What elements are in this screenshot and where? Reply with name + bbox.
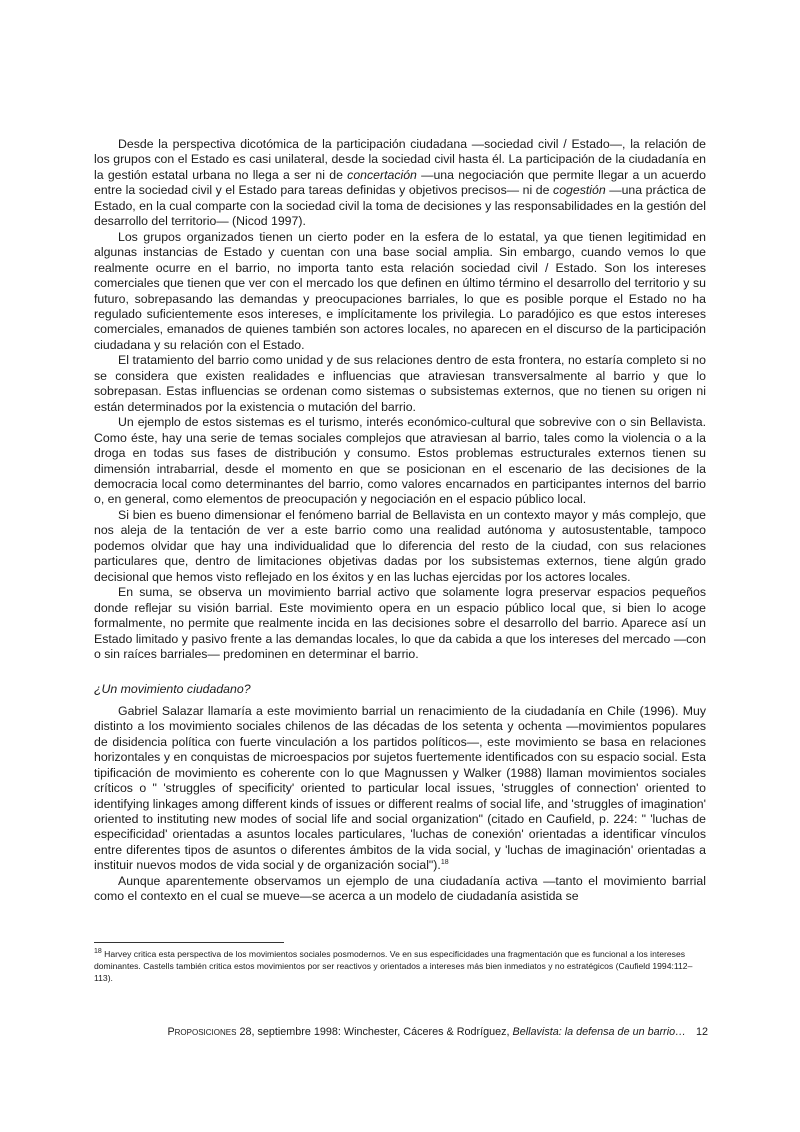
footer-title-b: la defensa de un barrio… [561,1026,686,1038]
paragraph [94,508,706,585]
paragraph-text: Los grupos organizados tienen un cierto poder en la esfera de lo estatal, ya que tienen legitimidad en algunas instancias de Estado y cuentan con una base social amplia. Sin embargo, cuando vemos lo que realmente ocurre en el barrio, no importa tanto esta relación sociedad civil / Estado. Son los intereses comerciales que tienen que ver con el mercado los que definen en último término el desarrollo del territorio y su futuro, sobrepasando las demandas y preocupaciones barriales, lo que es posible porque el Estado no ha regulado suficientemente esos intereses, e implícitamente los privilegia. Lo paradójico es que estos intereses comerciales, emanados de quienes también son actores locales, no aparecen en el discurso de la participación ciudadana y su relación con el Estado. [94,229,706,352]
paragraph [94,353,706,415]
page-footer [148,1025,708,1039]
paragraph [94,137,706,230]
section-heading: ¿Un movimiento ciudadano? [94,682,251,697]
paragraph [94,230,706,354]
paragraph-text: En suma, se observa un movimiento barrial activo que solamente logra preservar espacios pequeños donde reflejar su visión barrial. Este movimiento opera en un espacio público local que, si bien lo acoge formalmente, no permite que realmente incida en las decisiones sobre el desarrollo del barrio. Aparece así un Estado limitado y pasivo frente a las demandas locales, lo que da cabida a que los intereses del mercado —con o sin raíces barriales— predominen en determinar el barrio. [94,585,706,661]
paragraph-text: Si bien es bueno dimensionar el fenómeno barrial de Bellavista en un contexto mayor y más complejo, que nos aleja de la tentación de ver a este barrio como una realidad autónoma y autosustentable, tampoco podemos olvidar que hay una individualidad que lo diferencia del resto de la ciudad, con sus relaciones particulares que, dentro de limitaciones objetivas dadas por los subsistemas externos, tiene algún grado decisional que hemos visto reflejado en los éxitos y en las luchas ejercidas por los actores locales. [94,507,706,584]
page-number: 12 [695,1026,708,1038]
italic-term: cogestión [553,183,606,198]
paragraph-group-1 [94,137,706,662]
paragraph [94,585,706,662]
paragraph-text: Desde la perspectiva dicotómica de la participación ciudadana —sociedad civil / Estado—, la relación de los grupos con el Estado es casi unilateral, desde la sociedad civil hasta él. La participación de la ciudadanía en la gestión estatal urbana no llega a ser ni de [94,137,706,182]
footnote-number: 18 [94,948,102,956]
footer-title-a: Bellavista: [512,1026,562,1038]
paragraph-text: Un ejemplo de estos sistemas es el turismo, interés económico-cultural que sobrevive con o sin Bellavista. Como éste, hay una serie de temas sociales complejos que atraviesan al barrio, tales como la violencia o a la droga en todas sus fases de distribución y consumo. Estos problemas estructurales externos tienen su dimensión intrabarrial, desde el momento en que se posicionan en el escenario de las decisiones de la democracia local como determinantes del barrio, como valores encarnados en participantes internos del barrio o, en general, como elementos de preocupación y negociación en el espacio público local. [94,415,706,507]
body-text [94,137,706,905]
footer-issue: 28, septiembre 1998: Winchester, Cáceres & Rodríguez, [236,1026,513,1038]
footnote [94,948,706,984]
paragraph-text: El tratamiento del barrio como unidad y de sus relaciones dentro de esta frontera, no estaría completo si no se considera que existen realidades e influencias que atraviesan transversalmente al barrio y que lo sobrepasan. Estas influencias se ordenan como sistemas o subsistemas externos, que no tienen su origen ni están determinados por la existencia o mutación del barrio. [94,353,706,414]
footnote-text: Harvey critica esta perspectiva de los movimientos sociales posmodernos. Ve en sus especificidades una fragmentación que es funcional a los intereses dominantes. Castells también critica estos movimientos por ser reactivos y orientados a intereses más bien inmediatos y no estratégicos (Caufield 1994:112–113). [94,949,693,983]
paragraph [94,874,706,905]
paragraph [94,415,706,508]
paragraph-text: —una práctica de Estado, en la cual comparte con la sociedad civil la toma de decisiones y las responsabilidades en la gestión del desarrollo del territorio— (Nicod 1997). [94,183,706,229]
italic-term: concertación [347,167,417,182]
paragraph [94,704,706,874]
paragraph-text: —una negociación que permite llegar a un acuerdo entre la sociedad civil y el Estado para tareas definidas y objetivos precisos— ni de [94,167,706,198]
paragraph-group-2 [94,704,706,905]
footnote-rule [94,942,284,943]
footnote-marker: 18 [440,859,449,867]
paragraph-text: Gabriel Salazar llamaría a este movimiento barrial un renacimiento de la ciudadanía en Chile (1996). Muy distinto a los movimiento sociales chilenos de las décadas de los setenta y ochenta —movimientos populares de disidencia política con fuerte vinculación a los partidos políticos—, este movimiento se basa en relaciones horizontales y en conquistas de microespacios por sujetos fuertemente identificados con su espacio social. Esta tipificación de movimiento es coherente con lo que Magnussen y Walker (1988) llaman movimientos sociales críticos o " 'struggles of specificity' oriented to particular local issues, 'struggles of connection' oriented to identifying linkages among different kinds of issues or different realms of social life, and 'struggles of imagination' oriented to instituting new modes of social life and social organization" (citado en Caufield, p. 224: " 'luchas de especificidad' orientadas a asuntos locales particulares, 'luchas de conexión' orientadas a identificar vínculos entre diferentes tipos de asuntos o diferentes ámbitos de la vida social, y 'luchas de imaginación' orientadas a instituir nuevos modos de vida social y de organización social"). [94,703,706,873]
paragraph-text: Aunque aparentemente observamos un ejemplo de una ciudadanía activa —tanto el movimiento barrial como el contexto en el cual se mueve—se acerca a un modelo de ciudadanía asistida se [94,873,706,904]
footer-journal: Proposiciones [167,1026,237,1038]
